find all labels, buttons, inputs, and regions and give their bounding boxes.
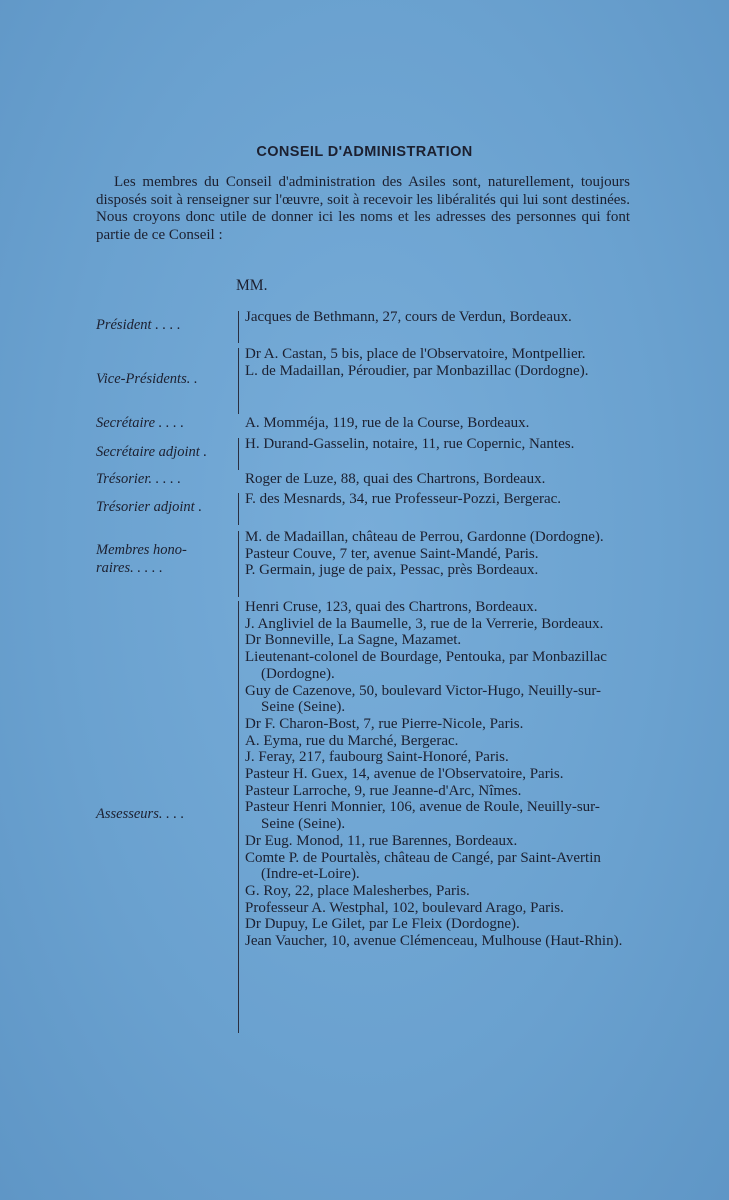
intro-paragraph [96, 174, 630, 244]
mm-label: MM. [236, 277, 268, 294]
member-entry: Dr F. Charon-Bost, 7, rue Pierre-Nicole, Paris. [245, 715, 524, 732]
brace [238, 531, 244, 597]
member-entry: Dr A. Castan, 5 bis, place de l'Observatoire, Montpellier. [245, 346, 586, 362]
member-entry: Roger de Luze, 88, quai des Chartrons, Bordeaux. [245, 471, 546, 487]
member-entry: Guy de Cazenove, 50, boulevard Victor-Hugo, Neuilly-sur-Seine (Seine). [245, 682, 602, 716]
member-list [245, 415, 633, 432]
member-entry: Comte P. de Pourtalès, château de Cangé, par Saint-Avertin (Indre-et-Loire). [245, 849, 601, 883]
member-entry: Lieutenant-colonel de Bourdage, Pentouka, par Monbazillac (Dordogne). [245, 649, 607, 682]
member-list [245, 491, 633, 508]
member-entry: Pasteur Couve, 7 ter, avenue Saint-Mandé, Paris. [245, 545, 539, 562]
member-entry: Dr Eug. Monod, 11, rue Barennes, Bordeaux. [245, 832, 518, 849]
member-entry: P. Germain, juge de paix, Pessac, près Bordeaux. [245, 562, 539, 579]
role-label: Secrétaire . . . . [96, 415, 185, 431]
member-list [245, 346, 633, 379]
member-entry: Pasteur H. Guex, 14, avenue de l'Observatoire, Paris. [245, 766, 564, 783]
member-entry: Dr Dupuy, Le Gilet, par Le Fleix (Dordogne). [245, 916, 520, 933]
role-label: Membres hono- raires. . . . . [96, 542, 187, 576]
member-entry: Jacques de Bethmann, 27, cours de Verdun, Bordeaux. [245, 309, 572, 325]
brace [238, 348, 244, 414]
brace [238, 438, 244, 470]
member-list [245, 471, 633, 488]
brace [238, 601, 244, 1033]
member-entry: Dr Bonneville, La Sagne, Mazamet. [245, 632, 462, 649]
member-entry: Professeur A. Westphal, 102, boulevard Arago, Paris. [245, 899, 564, 916]
role-label: Secrétaire adjoint . [96, 444, 208, 460]
member-entry: J. Angliviel de la Baumelle, 3, rue de la Verrerie, Bordeaux. [245, 615, 604, 632]
role-label: Assesseurs. . . . [96, 806, 185, 822]
member-entry: G. Roy, 22, place Malesherbes, Paris. [245, 882, 470, 899]
member-entry: A. Momméja, 119, rue de la Course, Bordeaux. [245, 415, 530, 431]
role-label: Vice-Présidents. . [96, 371, 198, 387]
member-list [245, 309, 633, 326]
intro-text: Les membres du Conseil d'administration des Asiles sont, naturellement, toujours disposés soit à renseigner sur l'œuvre, soit à recevoir les libéralités qui lui sont destinées. Nous croyons donc utile de donner ici les noms et les adresses des personnes qui font partie de ce Conseil : [96, 174, 630, 243]
member-entry: F. des Mesnards, 34, rue Professeur-Pozzi, Bergerac. [245, 491, 562, 507]
brace [238, 311, 244, 343]
member-entry: Jean Vaucher, 10, avenue Clémenceau, Mulhouse (Haut-Rhin). [245, 933, 623, 950]
role-label: Trésorier. . . . . [96, 471, 182, 487]
page-title: CONSEIL D'ADMINISTRATION [256, 144, 473, 160]
member-entry: J. Feray, 217, faubourg Saint-Honoré, Paris. [245, 749, 509, 766]
member-list [245, 529, 633, 579]
member-entry: H. Durand-Gasselin, notaire, 11, rue Copernic, Nantes. [245, 436, 575, 452]
member-entry: M. de Madaillan, château de Perrou, Gardonne (Dordogne). [245, 529, 604, 545]
brace [238, 493, 244, 525]
member-entry: A. Eyma, rue du Marché, Bergerac. [245, 732, 459, 749]
member-list [245, 436, 633, 453]
role-label: Président . . . . [96, 317, 181, 333]
member-entry: L. de Madaillan, Péroudier, par Monbazillac (Dordogne). [245, 362, 589, 379]
member-entry: Pasteur Larroche, 9, rue Jeanne-d'Arc, Nîmes. [245, 782, 522, 799]
member-entry: Henri Cruse, 123, quai des Chartrons, Bordeaux. [245, 599, 538, 615]
member-entry: Pasteur Henri Monnier, 106, avenue de Roule, Neuilly-sur-Seine (Seine). [245, 799, 600, 833]
role-label: Trésorier adjoint . [96, 499, 202, 515]
member-list [245, 599, 633, 950]
